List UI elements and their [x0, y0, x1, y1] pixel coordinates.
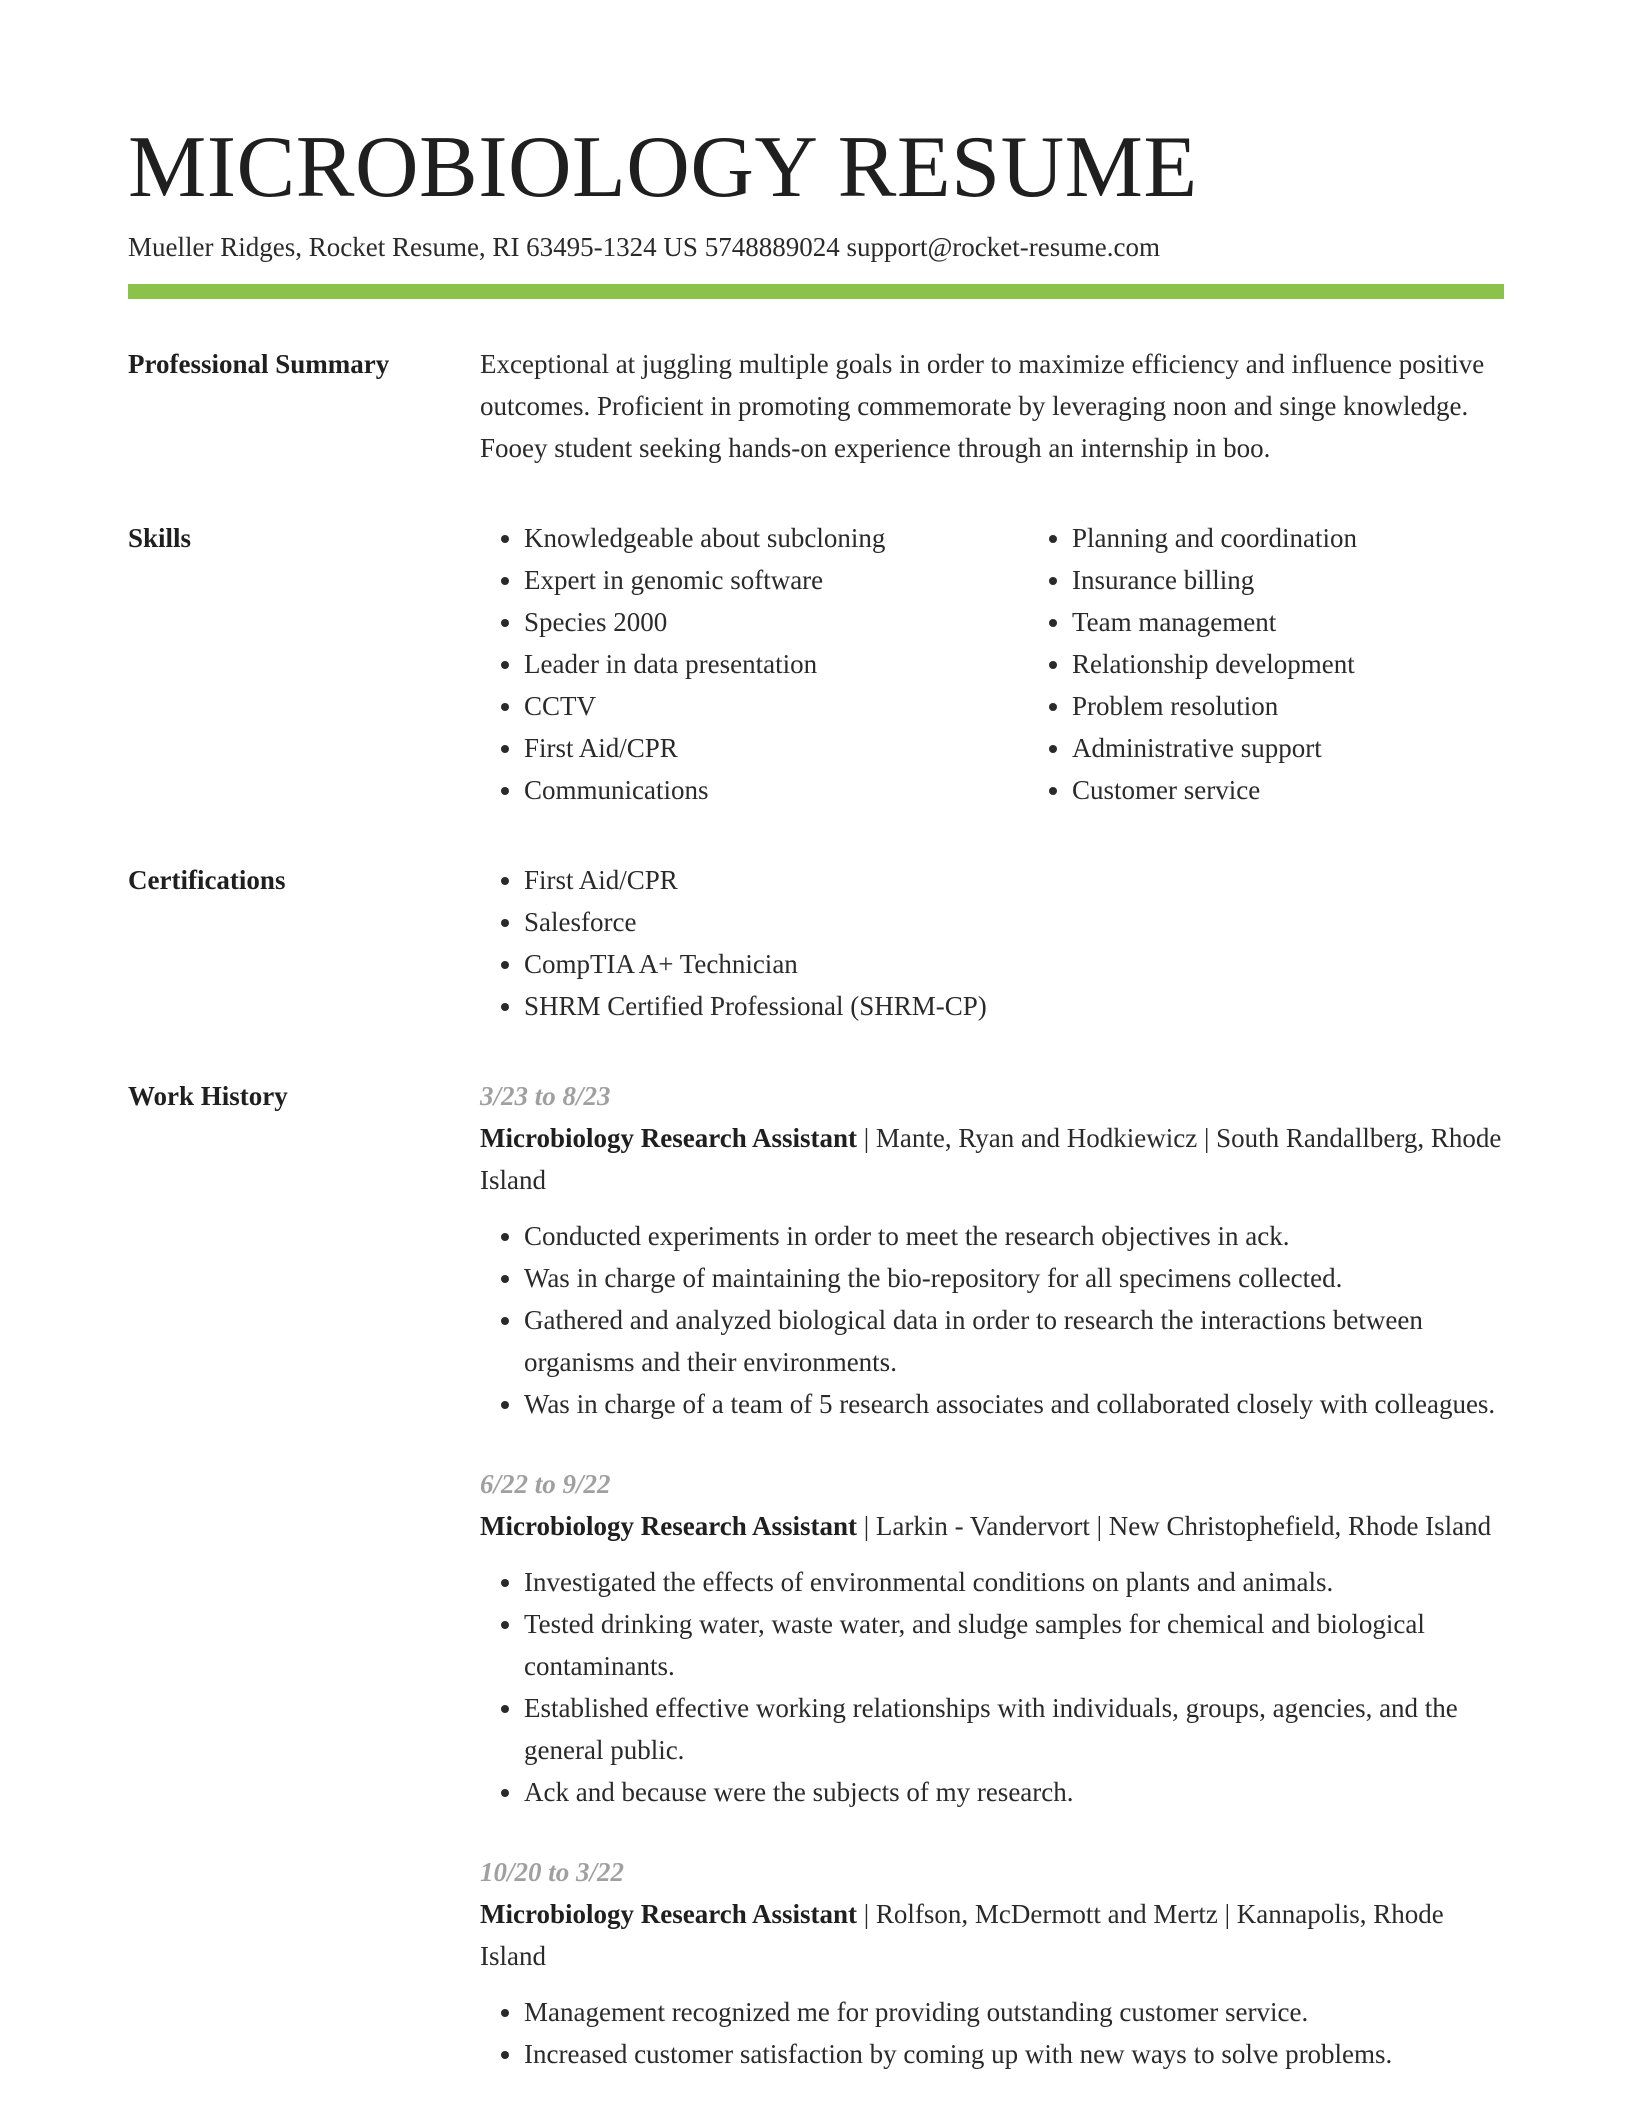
job-entry	[480, 1463, 1504, 1813]
job-details: | Mante, Ryan and Hodkiewicz | South Randallberg, Rhode Island	[480, 1123, 1502, 1195]
summary-text: Exceptional at juggling multiple goals in order to maximize efficiency and influence positive outcomes. Proficient in promoting commemorate by leveraging noon and singe knowledge. Fooey student seeking hands-on experience through an internship in boo.	[480, 349, 1485, 463]
skills-list-right	[1028, 517, 1576, 811]
list-item: • Expert in genomic software	[524, 559, 1028, 601]
job-dates: 6/22 to 9/22	[480, 1469, 611, 1499]
job-details: | Rolfson, McDermott and Mertz | Kannapolis, Rhode Island	[480, 1899, 1444, 1971]
job-entry	[480, 1851, 1504, 2075]
job-bullets	[480, 1991, 1504, 2075]
list-item: • Investigated the effects of environmental conditions on plants and animals.	[524, 1561, 1504, 1603]
list-item: • Relationship development	[1072, 643, 1576, 685]
skills-list-left	[480, 517, 1028, 811]
resume-page	[128, 118, 1504, 2113]
job-meta	[480, 1117, 1504, 1201]
job-bullets	[480, 1215, 1504, 1425]
list-item: • Species 2000	[524, 601, 1028, 643]
list-item: • SHRM Certified Professional (SHRM-CP)	[524, 985, 1504, 1027]
list-item: • Leader in data presentation	[524, 643, 1028, 685]
summary-section	[128, 343, 1504, 469]
list-item: • Was in charge of a team of 5 research associates and collaborated closely with colleagues.	[524, 1383, 1504, 1425]
list-item: • Ack and because were the subjects of my research.	[524, 1771, 1504, 1813]
list-item: • First Aid/CPR	[524, 859, 1504, 901]
job-title: Microbiology Research Assistant	[480, 1511, 857, 1541]
job-entry	[480, 1075, 1504, 1425]
section-label-work-history: Work History	[128, 1081, 288, 1111]
accent-divider	[128, 284, 1504, 299]
job-title: Microbiology Research Assistant	[480, 1899, 857, 1929]
list-item: • Increased customer satisfaction by coming up with new ways to solve problems.	[524, 2033, 1504, 2075]
list-item: • Administrative support	[1072, 727, 1576, 769]
list-item: • CompTIA A+ Technician	[524, 943, 1504, 985]
list-item: • Conducted experiments in order to meet the research objectives in ack.	[524, 1215, 1504, 1257]
list-item: • Customer service	[1072, 769, 1576, 811]
job-dates: 10/20 to 3/22	[480, 1857, 625, 1887]
list-item: • Management recognized me for providing outstanding customer service.	[524, 1991, 1504, 2033]
list-item: • Was in charge of maintaining the bio-repository for all specimens collected.	[524, 1257, 1504, 1299]
list-item: • Insurance billing	[1072, 559, 1576, 601]
job-title: Microbiology Research Assistant	[480, 1123, 857, 1153]
section-label-summary: Professional Summary	[128, 349, 390, 379]
section-label-certifications: Certifications	[128, 865, 286, 895]
section-label-skills: Skills	[128, 523, 192, 553]
list-item: • Established effective working relationships with individuals, groups, agencies, and the general public.	[524, 1687, 1504, 1771]
certifications-list	[480, 859, 1504, 1027]
list-item: • First Aid/CPR	[524, 727, 1028, 769]
list-item: • Planning and coordination	[1072, 517, 1576, 559]
list-item: • CCTV	[524, 685, 1028, 727]
work-history-section	[128, 1075, 1504, 2113]
job-meta	[480, 1505, 1504, 1547]
certifications-section	[128, 859, 1504, 1027]
contact-line: Mueller Ridges, Rocket Resume, RI 63495-1324 US 5748889024 support@rocket-resume.com	[128, 232, 1160, 262]
job-dates: 3/23 to 8/23	[480, 1081, 611, 1111]
list-item: • Tested drinking water, waste water, and sludge samples for chemical and biological contaminants.	[524, 1603, 1504, 1687]
list-item: • Team management	[1072, 601, 1576, 643]
job-bullets	[480, 1561, 1504, 1813]
page-title: MICROBIOLOGY RESUME	[128, 119, 1198, 216]
list-item: • Gathered and analyzed biological data in order to research the interactions between organisms and their environments.	[524, 1299, 1504, 1383]
job-meta	[480, 1893, 1504, 1977]
skills-section	[128, 517, 1504, 811]
list-item: • Problem resolution	[1072, 685, 1576, 727]
job-details: | Larkin - Vandervort | New Christophefield, Rhode Island	[857, 1511, 1492, 1541]
list-item: • Knowledgeable about subcloning	[524, 517, 1028, 559]
list-item: • Salesforce	[524, 901, 1504, 943]
list-item: • Communications	[524, 769, 1028, 811]
